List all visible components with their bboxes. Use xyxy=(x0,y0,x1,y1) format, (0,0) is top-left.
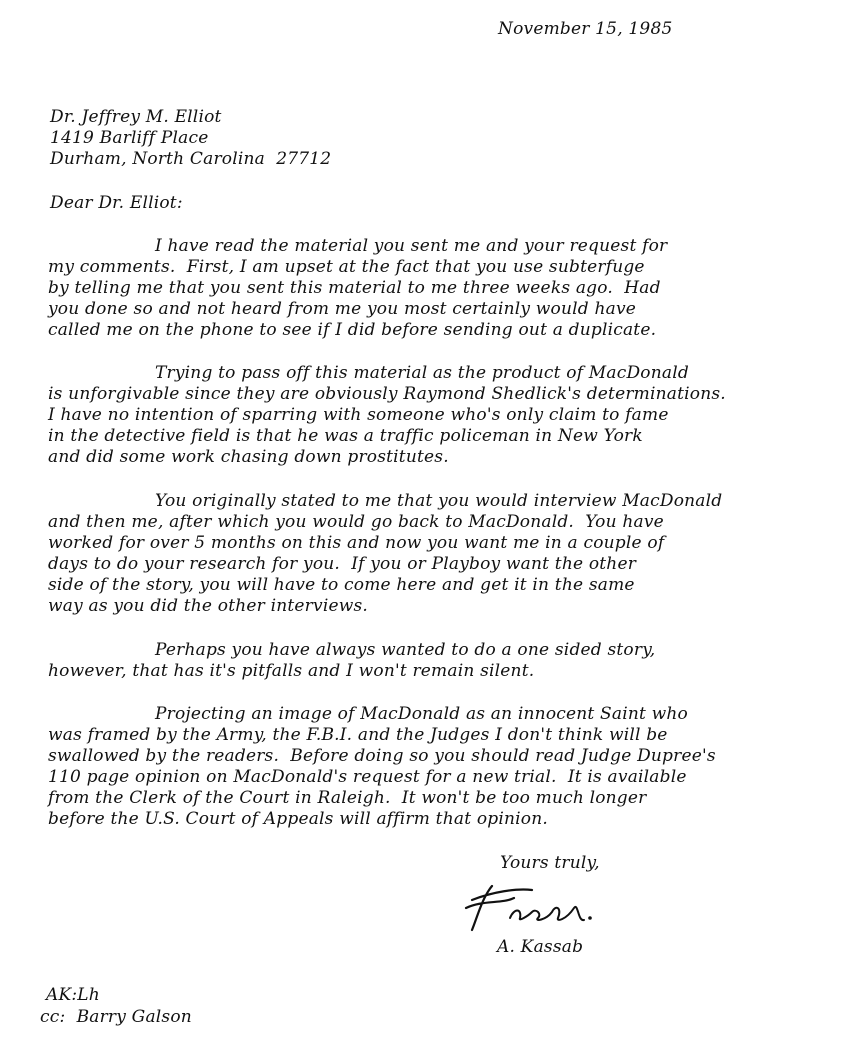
recipient-name: Dr. Jeffrey M. Elliot xyxy=(50,107,222,127)
salutation: Dear Dr. Elliot: xyxy=(50,193,183,213)
paragraph-1-line-4: you done so and not heard from me you most certainly would have xyxy=(48,299,637,319)
signer-name: A. Kassab xyxy=(497,937,584,957)
paragraph-1-line-3: by telling me that you sent this material to me three weeks ago. Had xyxy=(48,278,661,298)
paragraph-5-line-6: before the U.S. Court of Appeals will affirm that opinion. xyxy=(48,809,548,829)
paragraph-2-line-5: and did some work chasing down prostitutes. xyxy=(48,447,449,467)
paragraph-3-line-4: days to do your research for you. If you or Playboy want the other xyxy=(48,554,637,574)
paragraph-2-line-3: I have no intention of sparring with someone who's only claim to fame xyxy=(48,405,669,425)
handwritten-signature xyxy=(462,878,602,938)
letter-date: November 15, 1985 xyxy=(498,19,673,39)
paragraph-3-line-5: side of the story, you will have to come here and get it in the same xyxy=(48,575,635,595)
paragraph-2-line-2: is unforgivable since they are obviously Raymond Shedlick's determinations. xyxy=(48,384,726,404)
paragraph-5-line-3: swallowed by the readers. Before doing so you should read Judge Dupree's xyxy=(48,746,716,766)
paragraph-3-line-3: worked for over 5 months on this and now you want me in a couple of xyxy=(48,533,665,553)
paragraph-5-line-1: Projecting an image of MacDonald as an innocent Saint who xyxy=(155,704,688,724)
paragraph-2-line-4: in the detective field is that he was a traffic policeman in New York xyxy=(48,426,643,446)
cc-line: cc: Barry Galson xyxy=(40,1007,192,1027)
recipient-street: 1419 Barliff Place xyxy=(50,128,209,148)
paragraph-5-line-5: from the Clerk of the Court in Raleigh. It won't be too much longer xyxy=(48,788,647,808)
paragraph-4-line-1: Perhaps you have always wanted to do a one sided story, xyxy=(155,640,656,660)
paragraph-4-line-2: however, that has it's pitfalls and I won't remain silent. xyxy=(48,661,535,681)
paragraph-1-line-5: called me on the phone to see if I did before sending out a duplicate. xyxy=(48,320,657,340)
paragraph-3-line-1: You originally stated to me that you would interview MacDonald xyxy=(155,491,723,511)
paragraph-1-line-1: I have read the material you sent me and your request for xyxy=(155,236,668,256)
typist-initials: AK:Lh xyxy=(46,985,100,1005)
paragraph-1-line-2: my comments. First, I am upset at the fact that you use subterfuge xyxy=(48,257,645,277)
paragraph-3-line-6: way as you did the other interviews. xyxy=(48,596,368,616)
paragraph-2-line-1: Trying to pass off this material as the product of MacDonald xyxy=(155,363,689,383)
recipient-city: Durham, North Carolina 27712 xyxy=(50,149,332,169)
paragraph-5-line-2: was framed by the Army, the F.B.I. and the Judges I don't think will be xyxy=(48,725,668,745)
paragraph-5-line-4: 110 page opinion on MacDonald's request for a new trial. It is available xyxy=(48,767,687,787)
closing: Yours truly, xyxy=(500,853,600,873)
paragraph-3-line-2: and then me, after which you would go back to MacDonald. You have xyxy=(48,512,664,532)
